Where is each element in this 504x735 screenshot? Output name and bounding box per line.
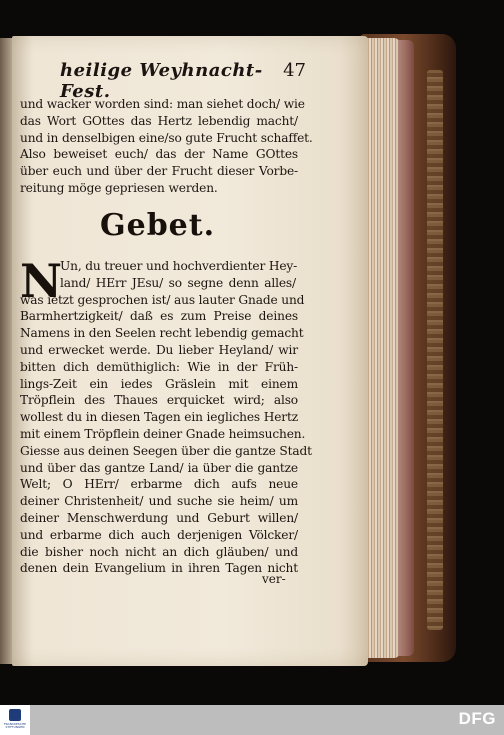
running-header [48,56,310,102]
institution-emblem-icon [9,709,21,721]
text-line: Namens in den Seelen recht lebendig gemacht [20,326,304,341]
text-line: über euch und über der Frucht dieser Vorbe- [20,164,298,179]
text-line: was ietzt gesprochen ist/ aus lauter Gnade und [20,292,305,307]
prayer-opening [60,258,296,292]
dfg-logo[interactable]: DFG [458,709,496,728]
francke-logo[interactable] [0,705,30,735]
text-line: lings-Zeit ein iedes Gräslein mit einem [20,376,298,391]
viewer-footer-bar [0,705,504,735]
text-line: Un, du treuer und hochverdienter Hey- [60,259,298,273]
text-line: reitung möge gepriesen werden. [20,180,218,195]
text-line: und in denselbigen eine/so gute Frucht schaffet. [20,130,313,145]
cover-edge [427,70,443,630]
catchword: ver- [262,572,286,586]
text-line: und über das gantze Land/ ia über die gantze [20,460,298,475]
text-line: wollest du in diesen Tagen ein iegliches Hertz [20,410,298,425]
text-line: und erbarme dich auch derjenigen Völcker/ [20,527,298,542]
text-line: die bisher noch nicht an dich gläuben/ und [20,544,298,559]
text-line: Giesse aus deinen Seegen über die gantze Stadt [20,443,312,458]
prayer-body [20,308,312,577]
text-line: bitten dich demüthiglich: Wie in der Früh- [20,359,298,374]
drop-capital: N [20,254,63,308]
text-line: Welt; O HErr/ erbarme dich aufs neue [20,477,298,492]
text-line: und erwecket werde. Du lieber Heyland/ wir [20,342,298,357]
text-line: das Wort GOttes das Hertz lebendig macht/ [20,113,298,128]
paragraph-intro [20,96,313,197]
running-title: heilige Weyhnacht-Fest. [60,60,263,102]
logo-text: FRANCKESCHE STIFTUNGEN [3,722,27,729]
page-number: 47 [283,60,306,81]
text-line: Also beweiset euch/ das der Name GOttes [20,147,298,162]
text-line: Tröpflein des Thaues erquicket wird; also [20,393,298,408]
prayer-line-wide [20,292,305,309]
text-line: mit einem Tröpflein deiner Gnade heimsuchen. [20,426,306,441]
red-page-edge [398,40,414,656]
text-line: deiner Christenheit/ und suche sie heim/ um [20,494,298,509]
text-line: land/ HErr JEsu/ so segne denn alles/ [60,275,296,290]
text-line: und wacker worden sind: man siehet doch/ wie [20,97,305,111]
section-heading: Gebet. [100,208,216,243]
text-line: deiner Menschwerdung und Geburt willen/ [20,510,298,525]
text-line: denen dein Evangelium in ihren Tagen nicht [20,561,298,576]
text-line: Barmhertzigkeit/ daß es zum Preise deines [20,309,298,324]
